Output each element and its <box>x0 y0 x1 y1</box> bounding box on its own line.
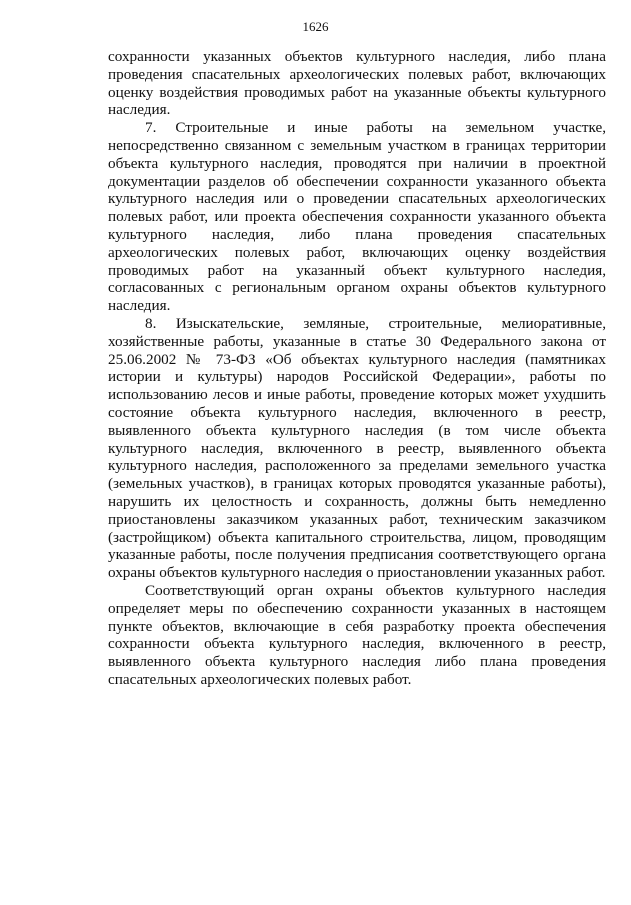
paragraph-item-7: 7. Строительные и иные работы на земельном участке, непосредственно связанном с земельным участком в границах территории объекта культурного наследия, проводятся при наличии в проектной документации разделов об обеспечении сохранности указанного объекта культурного наследия или о проведении спасательных археологических полевых работ, или проекта обеспечения сохранности указанного объекта культурного наследия, либо плана проведения спасательных археологических полевых работ, включающих оценку воздействия проводимых работ на указанный объект культурного наследия, согласованных с региональным органом охраны объектов культурного наследия. <box>108 119 606 315</box>
page-number: 1626 <box>302 19 329 34</box>
paragraph-authority-measures: Соответствующий орган охраны объектов культурного наследия определяет меры по обеспечению сохранности указанных в настоящем пункте объектов, включающие в себя разработку проекта обеспечения сохранности объекта культурного наследия, включенного в реестр, выявленного объекта культурного наследия либо плана проведения спасательных археологических полевых работ. <box>108 581 606 688</box>
document-body <box>108 48 606 689</box>
paragraph-continuation: сохранности указанных объектов культурного наследия, либо плана проведения спасательных археологических полевых работ, включающих оценку воздействия проводимых работ на указанные объекты культурного наследия. <box>108 48 606 119</box>
paragraph-item-8: 8. Изыскательские, земляные, строительные, мелиоративные, хозяйственные работы, указанные в статье 30 Федерального закона от 25.06.2002 № 73-ФЗ «Об объектах культурного наследия (памятниках истории и культуры) народов Российской Федерации», работы по использованию лесов и иные работы, проведение которых может ухудшить состояние объекта культурного наследия, включенного в реестр, выявленного объекта культурного наследия (в том числе объекта культурного наследия, включенного в реестр, выявленного объекта культурного наследия, расположенного за пределами земельного участка (земельных участков), в границах которых проводятся указанные работы), нарушить их целостность и сохранность, должны быть немедленно приостановлены заказчиком указанных работ, техническим заказчиком (застройщиком) объекта капитального строительства, лицом, проводящим указанные работы, после получения предписания соответствующего органа охраны объектов культурного наследия о приостановлении указанных работ. <box>108 314 606 582</box>
